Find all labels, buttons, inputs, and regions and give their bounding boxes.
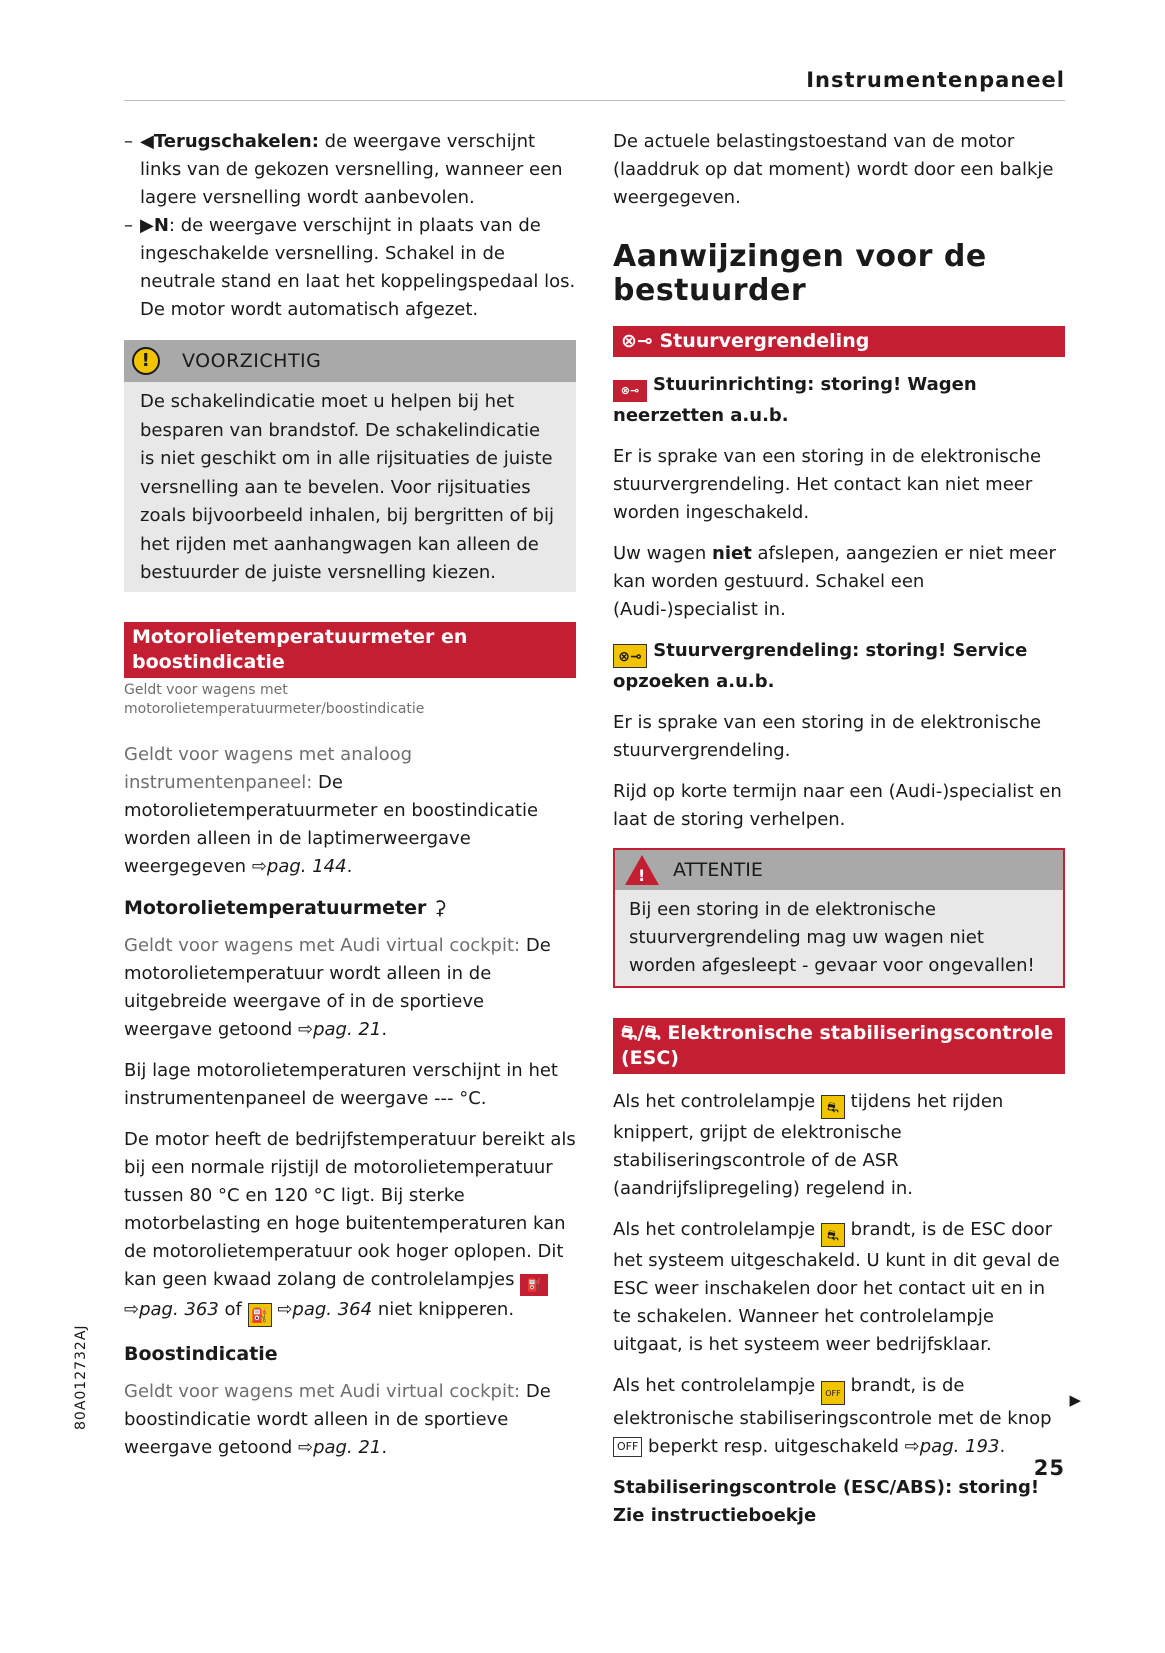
oil-pressure-warning-icon: ⛽ — [520, 1274, 548, 1296]
running-header: Instrumentenpaneel — [806, 68, 1065, 92]
page-reference[interactable]: pag. 21 — [313, 1018, 382, 1040]
caution-header — [124, 340, 576, 382]
paragraph: Als het controlelampje ⛐ brandt, is de ESC door het systeem uitgeschakeld. U kunt in dit geval de ESC weer inschakelen door het contact uit en in te schakelen. Wanneer het controlelampje uitgaat, is het systeem weer bedrijfsklaar. — [613, 1219, 1060, 1355]
paragraph: Uw wagen niet afslepen, aangezien er niet meer kan worden gestuurd. Schakel een (Audi-)specialist in. — [613, 543, 1056, 620]
oil-sensor-icon: ⛽ — [248, 1303, 272, 1327]
downshift-marker-icon: ◀ — [140, 131, 154, 152]
list-text: : de weergave verschijnt in plaats van de ingeschakelde versnelling. Schakel in de neutrale stand en laat het koppelingspedaal los. De motor wordt automatisch afgezet. — [140, 215, 576, 320]
steering-lock-yellow-icon: ⊗⊸ — [613, 644, 647, 668]
caution-box — [124, 340, 576, 592]
document-code: 80A012732AJ — [73, 1324, 89, 1430]
section-title-steering-lock: ⊗⊸ Stuurvergrendeling — [613, 326, 1065, 357]
attention-text: Bij een storing in de elektronische stuurvergrendeling mag uw wagen niet worden afgesleept - gevaar voor ongevallen! — [629, 899, 1035, 976]
page-reference[interactable]: pag. 363 — [139, 1298, 219, 1320]
ref-arrow-icon: ⇨ — [904, 1436, 920, 1457]
attention-header — [615, 850, 1063, 890]
subheading-boost: Boostindicatie — [124, 1342, 278, 1365]
paragraph: De actuele belastingstoestand van de motor (laaddruk op dat moment) wordt door een balkje weergegeven. — [613, 131, 1054, 208]
warning-triangle-icon: ! — [625, 855, 659, 885]
paragraph: Als het controlelampje OFF brandt, is de elektronische stabiliseringscontrole met de knop OFF beperkt resp. uitgeschakeld ⇨pag. 193. — [613, 1375, 1052, 1457]
chapter-heading: Aanwijzingen voor de bestuurder — [613, 239, 987, 308]
list-text: de weergave verschijnt links van de gekozen versnelling, wanneer een lagere versnelling wordt aanbevolen. — [140, 131, 563, 208]
esc-off-lamp-icon: OFF — [821, 1381, 845, 1405]
ref-arrow-icon: ⇨ — [277, 1298, 293, 1320]
left-column — [124, 128, 576, 1475]
message-heading: ⊗⊸ Stuurinrichting: storing! Wagen neerzetten a.u.b. — [613, 374, 977, 426]
list-term: N — [153, 215, 169, 236]
steering-lock-red-icon: ⊗⊸ — [613, 380, 647, 402]
section-applicability-note: Geldt voor wagens met motorolietemperatuurmeter/boostindicatie — [124, 681, 425, 717]
caution-icon: ! — [132, 347, 160, 375]
paragraph: Er is sprake van een storing in de elektronische stuurvergrendeling. Het contact kan niet meer worden ingeschakeld. — [613, 446, 1042, 523]
paragraph: Er is sprake van een storing in de elektronische stuurvergrendeling. — [613, 712, 1042, 761]
ref-arrow-icon: ⇨ — [298, 1436, 314, 1458]
ref-arrow-icon: ⇨ — [251, 855, 267, 877]
caution-text: De schakelindicatie moet u helpen bij het besparen van brandstof. De schakelindicatie is niet geschikt om in alle rijsituaties de juiste versnelling aan te bevelen. Voor rijsituaties zoals bijvoorbeeld inhalen, bij bergritten of bij het rijden met aanhangwagen kan alleen de bestuurder de juiste versnelling kiezen. — [140, 391, 554, 583]
page-reference[interactable]: pag. 21 — [313, 1436, 382, 1458]
paragraph: Als het controlelampje ⛐ tijdens het rijden knippert, grijpt de elektronische stabiliseringscontrole of de ASR (aandrijfslipregeling) regelend in. — [613, 1091, 1004, 1199]
esc-off-icon: ⛐ — [644, 1022, 661, 1044]
attention-box — [613, 848, 1065, 988]
subheading-oil-temp: Motorolietemperatuurmeter ⚳ — [124, 896, 447, 919]
paragraph: De motor heeft de bedrijfstemperatuur bereikt als bij een normale rijstijl de motorolietemperatuur tussen 80 °C en 120 °C ligt. Bij sterke motorbelasting en hoge buitentemperaturen kan de motorolietemperatuur ook hoger oplopen. Dit kan geen kwaad zolang de controlelampjes ⛽ ⇨pag. 363 of ⛽ ⇨pag. 364 niet knipperen. — [124, 1126, 576, 1327]
steering-lock-icon: ⊗⊸ — [621, 330, 653, 352]
neutral-marker-icon: ▶ — [140, 215, 154, 236]
ref-arrow-icon: ⇨ — [298, 1018, 314, 1040]
section-title-oil-boost: Motorolietemperatuurmeter en boostindicatie — [124, 622, 576, 678]
list-item: – ◀Terugschakelen: de weergave verschijnt links van de gekozen versnelling, wanneer een lagere versnelling wordt aanbevolen. — [124, 131, 563, 208]
right-column — [613, 128, 1065, 1543]
paragraph: Rijd op korte termijn naar een (Audi-)specialist en laat de storing verhelpen. — [613, 781, 1062, 830]
oil-temp-icon: ⚳ — [433, 896, 447, 919]
header-divider — [124, 100, 1065, 101]
esc-lamp-icon: ⛐ — [821, 1095, 845, 1119]
message-heading: ⊗⊸ Stuurvergrendeling: storing! Service opzoeken a.u.b. — [613, 640, 1028, 692]
page-number: 25 — [1033, 1456, 1065, 1480]
list-item: – ▶N: de weergave verschijnt in plaats van de ingeschakelde versnelling. Schakel in de neutrale stand en laat het koppelingspedaal los. De motor wordt automatisch afgezet. — [124, 215, 576, 320]
message-heading: Stabiliseringscontrole (ESC/ABS): storing! Zie instructieboekje — [613, 1477, 1040, 1526]
paragraph: Bij lage motorolietemperaturen verschijnt in het instrumentenpaneel de weergave --- °C. — [124, 1059, 558, 1109]
paragraph: Geldt voor wagens met Audi virtual cockpit: De motorolietemperatuur wordt alleen in de uitgebreide weergave of in de sportieve weergave getoond ⇨pag. 21. — [124, 934, 551, 1040]
next-page-arrow-icon: ▶ — [1069, 1391, 1081, 1409]
paragraph: Geldt voor wagens met analoog instrumentenpaneel: De motorolietemperatuurmeter en boostindicatie worden alleen in de laptimerweergave weergegeven ⇨pag. 144. — [124, 743, 539, 877]
paragraph: Geldt voor wagens met Audi virtual cockpit: De boostindicatie wordt alleen in de sportieve weergave getoond ⇨pag. 21. — [124, 1380, 551, 1458]
page-reference[interactable]: pag. 144 — [266, 855, 347, 877]
caution-title: VOORZICHTIG — [182, 350, 322, 372]
section-title-esc: ⛐/⛐ Elektronische stabiliseringscontrole (ESC) — [613, 1018, 1065, 1074]
esc-lamp-icon: ⛐ — [821, 1223, 845, 1247]
list-term: Terugschakelen: — [153, 131, 319, 152]
attention-title: ATTENTIE — [673, 859, 763, 881]
page-reference[interactable]: pag. 193 — [919, 1436, 1000, 1457]
ref-arrow-icon: ⇨ — [124, 1298, 140, 1320]
esc-off-button-icon: OFF — [613, 1437, 642, 1457]
page-reference[interactable]: pag. 364 — [292, 1298, 373, 1320]
esc-icon: ⛐ — [621, 1022, 638, 1044]
